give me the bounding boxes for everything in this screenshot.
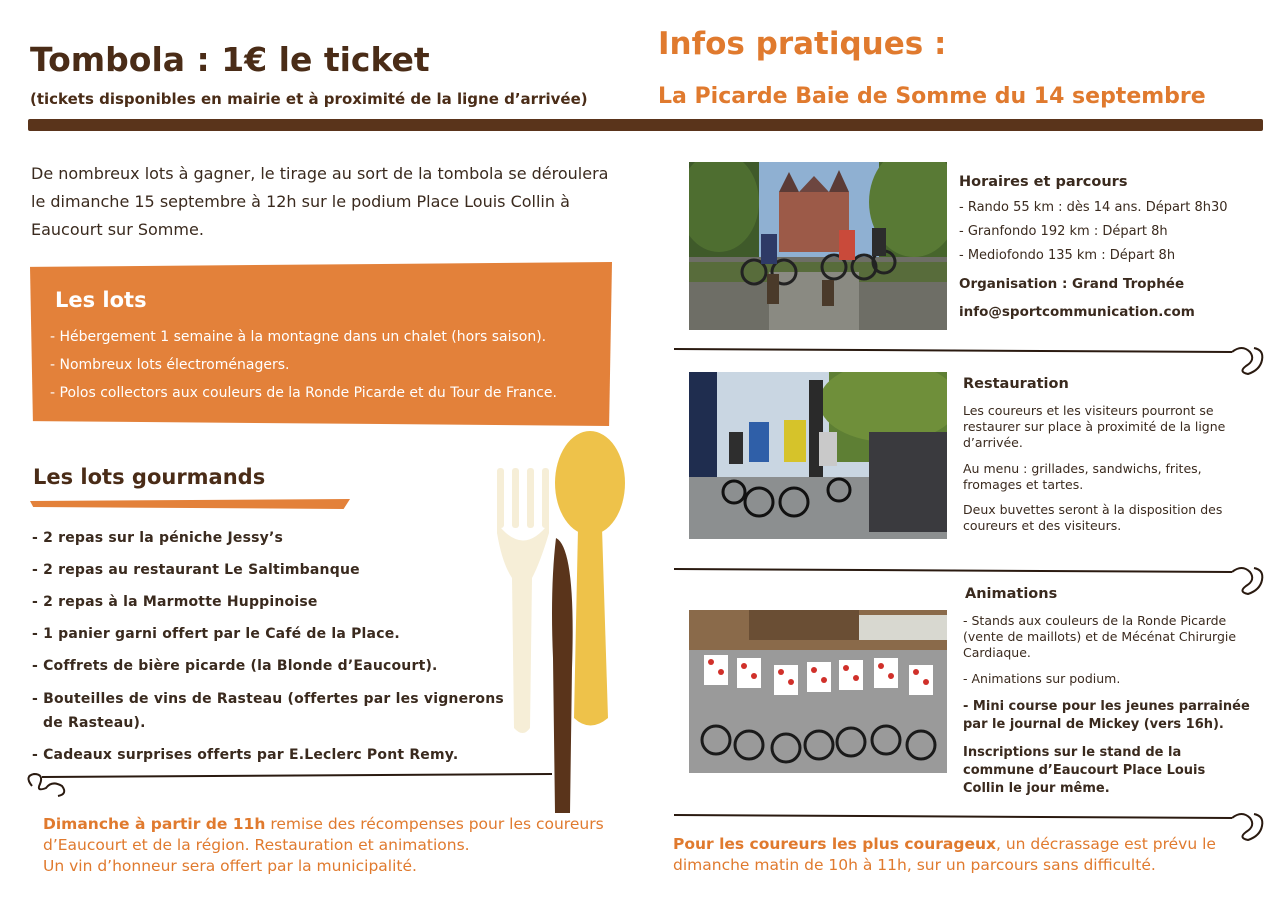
- horaires-item: - Mediofondo 135 km : Départ 8h: [959, 248, 1176, 263]
- bottom-left-text1: remise des récompenses pour les coureurs: [265, 815, 604, 833]
- animations-p3: - Mini course pour les jeunes parrainée par le journal de Mickey (vers 16h).: [963, 699, 1250, 732]
- animations-p4: Inscriptions sur le stand de la commune d’Eaucourt Place Louis Collin le jour même.: [963, 745, 1206, 796]
- kids-race-photo: [689, 610, 947, 773]
- gourmand-title: Les lots gourmands: [33, 465, 266, 489]
- animations-p2: - Animations sur podium.: [963, 671, 1121, 686]
- lots-item: - Hébergement 1 semaine à la montagne dans un chalet (hors saison).: [50, 329, 547, 345]
- organisation-text: Organisation : Grand Trophée: [959, 276, 1185, 292]
- animations-p1: - Stands aux couleurs de la Ronde Picarde (vente de maillots) et de Mécénat Chirurgie Cardiaque.: [963, 613, 1237, 660]
- tombola-intro: De nombreux lots à gagner, le tirage au sort de la tombola se déroulera le dimanche 15 septembre à 12h sur le podium Place Louis Collin à Eaucourt sur Somme.: [31, 164, 609, 239]
- bottom-right-text: [673, 834, 1243, 876]
- lots-item: - Nombreux lots électroménagers.: [50, 357, 290, 373]
- horaires-title: Horaires et parcours: [959, 174, 1128, 190]
- gourmand-item: - 2 repas sur la péniche Jessy’s: [32, 530, 284, 546]
- castle-cyclists-photo: [689, 162, 947, 330]
- gourmand-item: - 1 panier garni offert par le Café de la Place.: [32, 626, 400, 642]
- gourmand-item: - 2 repas à la Marmotte Huppinoise: [32, 594, 318, 610]
- horaires-item: - Granfondo 192 km : Départ 8h: [959, 224, 1168, 239]
- bottom-left-line3: Un vin d’honneur sera offert par la municipalité.: [43, 857, 417, 875]
- bottom-left-highlight: Dimanche à partir de 11h: [43, 815, 266, 833]
- lots-item: - Polos collectors aux couleurs de la Ronde Picarde et du Tour de France.: [50, 385, 557, 401]
- gourmand-item: de Rasteau).: [43, 715, 146, 731]
- tombola-subtitle: (tickets disponibles en mairie et à proximité de la ligne d’arrivée): [30, 90, 588, 108]
- race-start-photo: [689, 372, 947, 539]
- left-squiggle-divider: [22, 766, 562, 806]
- gourmand-underline: [30, 499, 350, 509]
- restauration-p3: Deux buvettes seront à la disposition des coureurs et des visiteurs.: [963, 502, 1223, 533]
- animations-title: Animations: [965, 586, 1058, 602]
- gourmand-item: - Coffrets de bière picarde (la Blonde d’Eaucourt).: [32, 658, 438, 674]
- gourmand-item: - 2 repas au restaurant Le Saltimbanque: [32, 562, 360, 578]
- gourmand-item: - Bouteilles de vins de Rasteau (offertes par les vignerons: [32, 691, 504, 707]
- bottom-left-line2: d’Eaucourt et de la région. Restauration et animations.: [43, 836, 470, 854]
- restauration-p1: Les coureurs et les visiteurs pourront se restaurer sur place à proximité de la ligne d’arrivée.: [963, 403, 1226, 450]
- bottom-right-text1: , un décrassage est prévu le: [996, 835, 1216, 853]
- horaires-item: - Rando 55 km : dès 14 ans. Départ 8h30: [959, 200, 1228, 215]
- infos-title: Infos pratiques :: [658, 26, 947, 62]
- gourmand-item: - Cadeaux surprises offerts par E.Leclerc Pont Remy.: [32, 747, 459, 763]
- cutlery-illustration: [490, 428, 630, 818]
- contact-email[interactable]: info@sportcommunication.com: [959, 304, 1195, 320]
- bottom-left-text: [43, 814, 633, 877]
- restauration-title: Restauration: [963, 376, 1069, 392]
- fork-icon: [497, 468, 549, 733]
- tombola-title: Tombola : 1€ le ticket: [30, 40, 430, 79]
- lots-title: Les lots: [55, 288, 147, 312]
- restauration-p2: Au menu : grillades, sandwichs, frites, fromages et tartes.: [963, 461, 1202, 492]
- bottom-right-line2: dimanche matin de 10h à 11h, sur un parcours sans difficulté.: [673, 856, 1156, 874]
- header-divider-bar: [28, 119, 1263, 131]
- bottom-right-highlight: Pour les coureurs les plus courageux: [673, 835, 996, 853]
- infos-subtitle: La Picarde Baie de Somme du 14 septembre: [658, 84, 1206, 109]
